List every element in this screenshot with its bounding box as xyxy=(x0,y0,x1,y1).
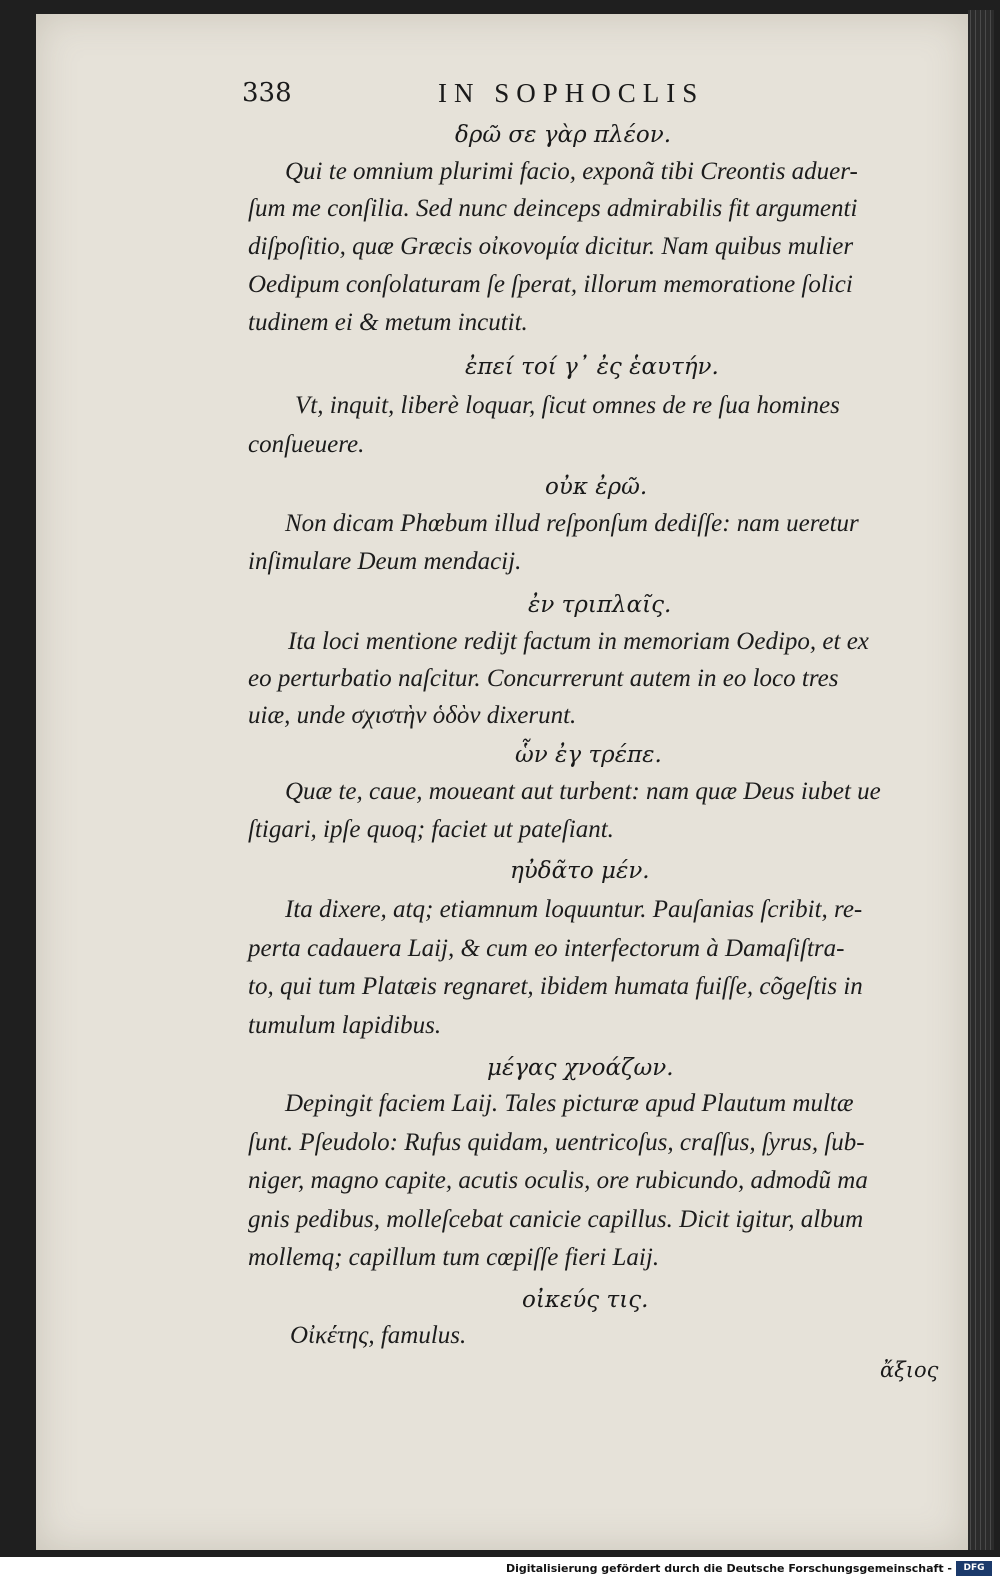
greek-lemma: ηὐδᾶτο μέν. xyxy=(510,858,650,884)
page-number: 338 xyxy=(242,78,292,108)
text-line: ſum me conſilia. Sed nunc deinceps admirabilis fit argumenti xyxy=(248,195,858,222)
running-title: IN SOPHOCLIS xyxy=(438,78,705,108)
text-line: Ita dixere, atq; etiamnum loquuntur. Pauſanias ſcribit, re- xyxy=(285,896,863,923)
text-line: Non dicam Phœbum illud reſponſum dediſſe: nam ueretur xyxy=(285,510,859,537)
catchword: ἄξιος xyxy=(880,1358,939,1382)
greek-lemma: οἰκεύς τις. xyxy=(522,1287,649,1313)
text-line: tudinem ei & metum incutit. xyxy=(248,309,528,336)
footer-bar xyxy=(0,1557,1000,1582)
text-line: Oedipum conſolaturam ſe ſperat, illorum memoratione ſolici xyxy=(248,271,853,298)
text-line: ſunt. Pſeudolo: Rufus quidam, uentricoſus, craſſus, ſyrus, ſub- xyxy=(248,1129,865,1156)
text-line: diſpoſitio, quæ Græcis οἰκονομία dicitur. Nam quibus mulier xyxy=(248,233,854,260)
greek-lemma: δρῶ σε γὰρ πλέον. xyxy=(455,122,672,148)
text-line: niger, magno capite, acutis oculis, ore rubicundo, admodũ ma xyxy=(248,1167,868,1194)
text-line: eo perturbatio naſcitur. Concurrerunt autem in eo loco tres xyxy=(248,665,839,692)
text-line: Quæ te, caue, moueant aut turbent: nam quæ Deus iubet ue xyxy=(285,778,881,805)
text-line: gnis pedibus, molleſcebat canicie capillus. Dicit igitur, album xyxy=(248,1206,864,1233)
text-line: mollemq; capillum tum cœpiſſe fieri Laij. xyxy=(248,1244,660,1271)
greek-lemma: ἐπεί τοί γ᾽ ἐς ἑαυτήν. xyxy=(465,354,719,380)
greek-lemma: ἐν τριπλαῖς. xyxy=(528,592,672,618)
text-line: Depingit faciem Laij. Tales picturæ apud Plautum multæ xyxy=(285,1090,854,1117)
text-line: uiæ, unde σχιστὴν ὁδὸν dixerunt. xyxy=(248,702,577,729)
text-line: conſueuere. xyxy=(248,431,365,458)
text-line: inſimulare Deum mendacij. xyxy=(248,548,522,575)
greek-lemma: οὐκ ἐρῶ. xyxy=(545,474,648,500)
greek-lemma: μέγας χνοάζων. xyxy=(487,1055,674,1081)
page-edge xyxy=(968,10,994,1550)
text-line: Qui te omnium plurimi facio, exponã tibi Creontis aduer- xyxy=(285,158,858,185)
text-line: ſtigari, ipſe quoq; faciet ut pateſiant. xyxy=(248,816,614,843)
text-line: Οἰκέτης, famulus. xyxy=(290,1322,467,1349)
dfg-logo-icon[interactable]: DFG xyxy=(956,1561,992,1576)
funding-credit: Digitalisierung gefördert durch die Deutsche Forschungsgemeinschaft - xyxy=(505,1562,952,1575)
text-line: tumulum lapidibus. xyxy=(248,1012,442,1039)
greek-lemma: ὧν ἐγ τρέπε. xyxy=(515,742,662,768)
text-line: to, qui tum Platæis regnaret, ibidem humata fuiſſe, cõgeſtis in xyxy=(248,973,863,1000)
text-line: Vt, inquit, liberè loquar, ſicut omnes de re ſua homines xyxy=(295,392,840,419)
page-header xyxy=(242,78,802,118)
text-line: Ita loci mentione redijt factum in memoriam Oedipo, et ex xyxy=(288,628,869,655)
text-line: perta cadauera Laij, & cum eo interfectorum à Damaſiſtra- xyxy=(248,935,845,962)
